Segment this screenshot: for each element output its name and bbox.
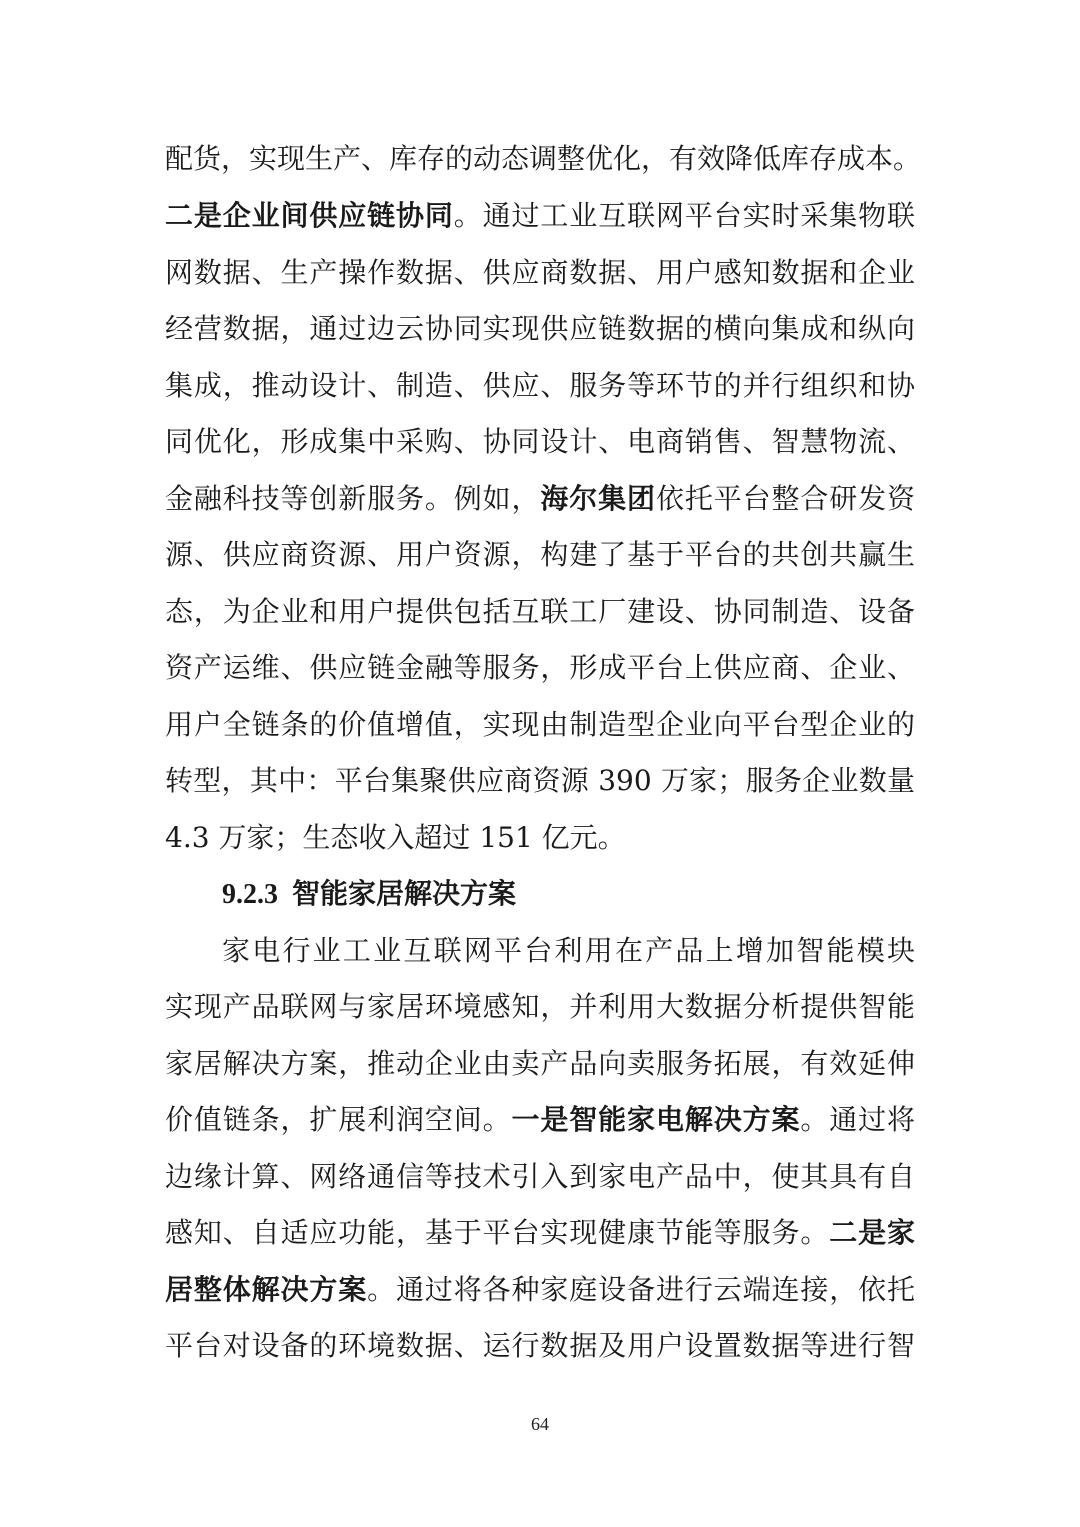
- text-line: 配货，实现生产、库存的动态调整优化，有效降低库存成本。: [165, 142, 922, 175]
- text-line: 感知、自适应功能，基于平台实现健康节能等服务。二是家: [165, 1216, 915, 1249]
- text-line: 集成，推动设计、制造、供应、服务等环节的并行组织和协: [165, 369, 915, 402]
- text-line: 家电行业工业互联网平台利用在产品上增加智能模块: [222, 934, 915, 967]
- section-heading: [222, 874, 516, 915]
- section-number: 9.2.3: [222, 879, 278, 910]
- bold-phrase: 二是企业间供应链协同: [165, 199, 454, 232]
- section-title: 智能家居解决方案: [292, 877, 517, 910]
- bold-phrase: 海尔集团: [540, 482, 656, 515]
- text-line: 转型，其中：平台集聚供应商资源 390 万家；服务企业数量: [165, 764, 915, 797]
- text-line: 金融科技等创新服务。例如，海尔集团依托平台整合研发资: [165, 482, 915, 515]
- text-line: 用户全链条的价值增值，实现由制造型企业向平台型企业的: [165, 708, 915, 741]
- bold-phrase: 一是智能家电解决方案: [511, 1103, 801, 1136]
- text-line: 4.3 万家；生态收入超过 151 亿元。: [165, 821, 626, 854]
- bold-phrase: 二是家: [829, 1216, 915, 1249]
- text-line: 资产运维、供应链金融等服务，形成平台上供应商、企业、: [165, 651, 915, 684]
- bold-phrase: 居整体解决方案: [165, 1273, 368, 1306]
- text-line: 居整体解决方案。通过将各种家庭设备进行云端连接，依托: [165, 1273, 915, 1306]
- text-line: 源、供应商资源、用户资源，构建了基于平台的共创共赢生: [165, 538, 915, 571]
- text-line: 边缘计算、网络通信等技术引入到家电产品中，使其具有自: [165, 1160, 915, 1193]
- text-line: 实现产品联网与家居环境感知，并利用大数据分析提供智能: [165, 990, 915, 1023]
- text-line: 家居解决方案，推动企业由卖产品向卖服务拓展，有效延伸: [165, 1047, 915, 1080]
- text-line: 网数据、生产操作数据、供应商数据、用户感知数据和企业: [165, 256, 915, 289]
- text-line: 平台对设备的环境数据、运行数据及用户设置数据等进行智: [165, 1329, 915, 1362]
- text-line: 态，为企业和用户提供包括互联工厂建设、协同制造、设备: [165, 595, 915, 628]
- text-line: 同优化，形成集中采购、协同设计、电商销售、智慧物流、: [165, 425, 915, 458]
- text-line: 经营数据，通过边云协同实现供应链数据的横向集成和纵向: [165, 312, 915, 345]
- page-number: 64: [531, 1414, 549, 1434]
- text-line: 价值链条，扩展利润空间。一是智能家电解决方案。通过将: [165, 1103, 915, 1136]
- text-line: 二是企业间供应链协同。通过工业互联网平台实时采集物联: [165, 199, 915, 232]
